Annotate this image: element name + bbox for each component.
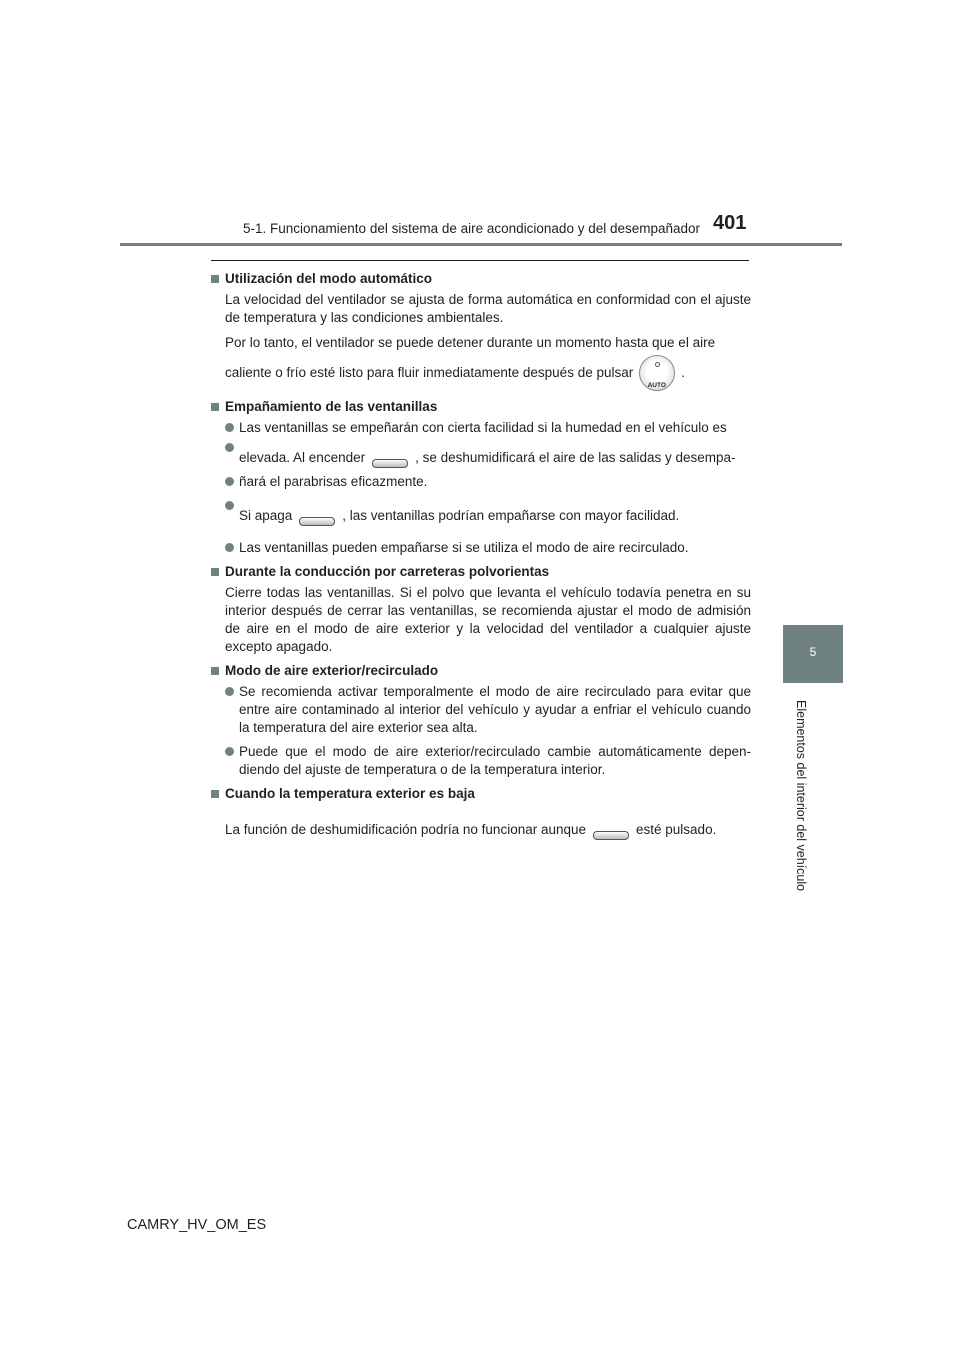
section-heading-low-temp: Cuando la temperatura exterior es baja xyxy=(211,785,751,803)
paragraph: Por lo tanto, el ventilador se puede detener durante un momento hasta que el aire xyxy=(225,335,716,350)
list-item: Las ventanillas se empeñarán con cierta facilidad si la humedad en el vehículo es xyxy=(225,419,751,437)
text: esté pulsado. xyxy=(636,822,717,837)
text: . xyxy=(681,365,685,380)
header-rule xyxy=(120,243,842,246)
paragraph xyxy=(225,811,751,849)
chapter-number: 5 xyxy=(809,645,817,659)
section-heading-fogging: Empañamiento de las ventanillas xyxy=(211,398,751,416)
list-item: Las ventanillas pueden empañarse si se utiliza el modo de aire recirculado. xyxy=(225,539,751,557)
content-rule xyxy=(211,260,749,261)
ac-button-icon xyxy=(371,447,409,469)
page-number: 401 xyxy=(713,212,747,234)
page-content xyxy=(211,270,751,849)
section-heading-dusty-roads: Durante la conducción por carreteras polvorientas xyxy=(211,563,751,581)
text: elevada. Al encender xyxy=(239,450,366,465)
text: , se deshumidificará el aire de las salidas y desempa- xyxy=(415,450,736,465)
section-heading-air-mode: Modo de aire exterior/recirculado xyxy=(211,662,751,680)
chapter-title xyxy=(794,700,826,900)
header-title: 5-1. Funcionamiento del sistema de aire acondicionado y del desempañador xyxy=(243,221,701,236)
button-label: AUTO xyxy=(647,382,666,390)
list-item: ñará el parabrisas eficazmente. xyxy=(225,473,751,491)
footer-code: CAMRY_HV_OM_ES xyxy=(127,1217,267,1233)
paragraph: La velocidad del ventilador se ajusta de forma automática en conformidad con el ajuste de temperatura y las condiciones ambientales. xyxy=(225,292,751,325)
text: , las ventanillas podrían empañarse con mayor facilidad. xyxy=(342,508,680,523)
paragraph: Cierre todas las ventanillas. Si el polvo que levanta el vehículo todavía penetra en su interior después de cerrar las ventanillas, se recomienda ajustar el modo de admisión de aire en el modo de aire exterior y la velocidad del ventilador a cualquier ajuste excepto apagado. xyxy=(225,585,751,654)
ac-button-icon xyxy=(298,505,336,527)
auto-button-icon xyxy=(639,355,675,391)
list-item xyxy=(225,497,751,535)
button-bar xyxy=(593,831,629,840)
text: La función de deshumidificación podría no funcionar aunque xyxy=(225,822,587,837)
chapter-title-text: Elementos del interior del vehículo xyxy=(794,700,808,892)
text: Si apaga xyxy=(239,508,293,523)
chapter-tab xyxy=(783,625,843,683)
list-item: Se recomienda activar temporalmente el modo de aire recirculado para evitar que entre aire contaminado al interior del vehículo y ayudar a enfriar el vehículo cuando la temperatura del aire exterior sea alta. xyxy=(225,683,751,737)
button-bar xyxy=(372,459,408,468)
paragraph xyxy=(225,354,751,392)
list-item: Puede que el modo de aire exterior/recirculado cambie automáticamente depen-diendo del ajuste de temperatura o de la temperatura interior. xyxy=(225,743,751,779)
button-bar xyxy=(299,517,335,526)
list-item xyxy=(225,439,751,477)
text: caliente o frío esté listo para fluir inmediatamente después de pulsar xyxy=(225,365,634,380)
section-heading-auto-mode: Utilización del modo automático xyxy=(211,270,751,288)
ac-button-icon xyxy=(592,819,630,841)
